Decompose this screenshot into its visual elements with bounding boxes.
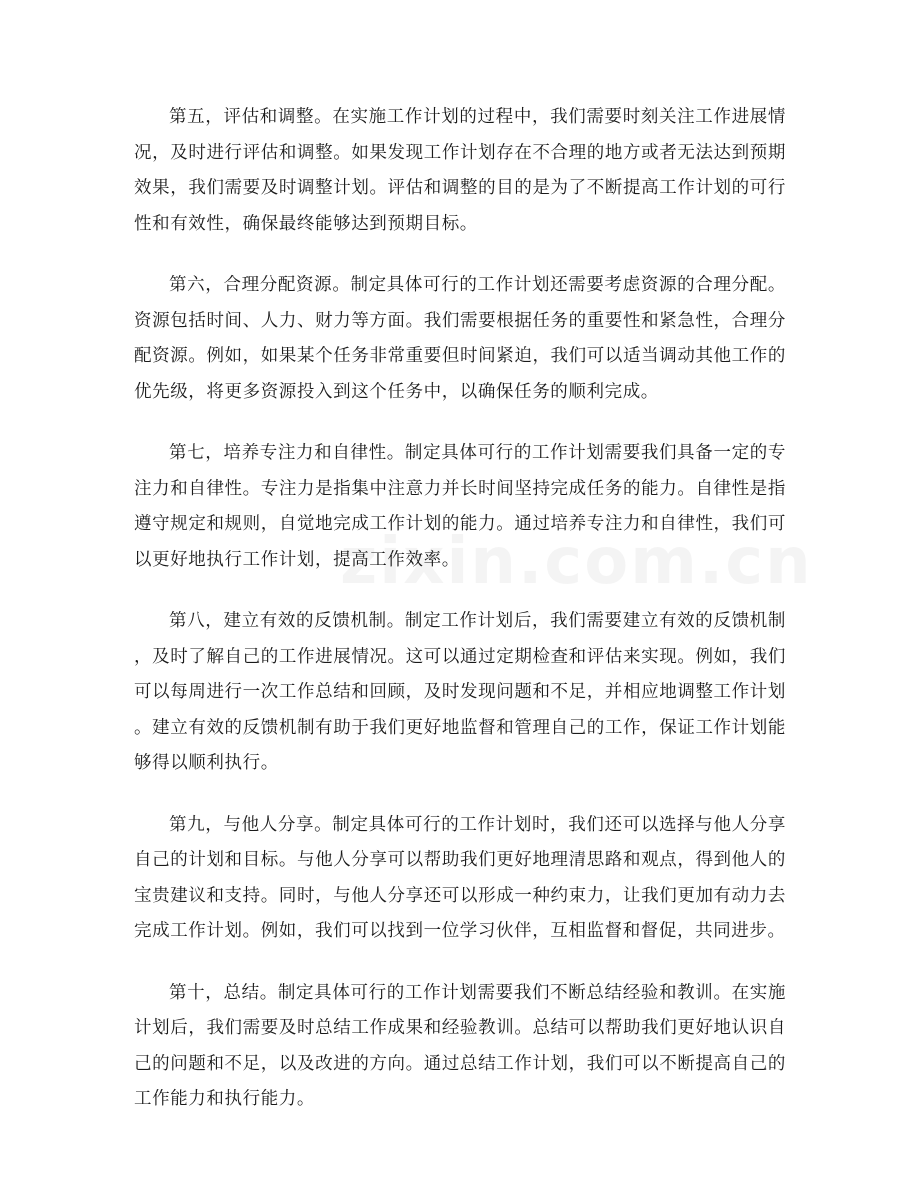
paragraph-10-summary: 第十，总结。制定具体可行的工作计划需要我们不断总结经验和教训。在实施计划后，我们需要及时总结工作成果和经验教训。总结可以帮助我们更好地认识自己的问题和不足，以及改进的方向。通过总结工作计划，我们可以不断提高自己的工作能力和执行能力。 [134,982,786,1109]
document-body [134,100,786,1144]
paragraph-8-feedback-mechanism: 第八，建立有效的反馈机制。制定工作计划后，我们需要建立有效的反馈机制，及时了解自己的工作进展情况。这可以通过定期检查和评估来实现。例如，我们可以每周进行一次工作总结和回顾，及时发现问题和不足，并相应地调整工作计划。建立有效的反馈机制有助于我们更好地监督和管理自己的工作，保证工作计划能够得以顺利执行。 [134,611,786,773]
paragraph-7-focus-discipline: 第七，培养专注力和自律性。制定具体可行的工作计划需要我们具备一定的专注力和自律性。专注力是指集中注意力并长时间坚持完成任务的能力。自律性是指遵守规定和规则，自觉地完成工作计划的能力。通过培养专注力和自律性，我们可以更好地执行工作计划，提高工作效率。 [134,443,786,570]
paragraph-5-evaluate-adjust: 第五，评估和调整。在实施工作计划的过程中，我们需要时刻关注工作进展情况，及时进行评估和调整。如果发现工作计划存在不合理的地方或者无法达到预期效果，我们需要及时调整计划。评估和调整的目的是为了不断提高工作计划的可行性和有效性，确保最终能够达到预期目标。 [134,107,786,234]
paragraph-9-share-with-others: 第九，与他人分享。制定具体可行的工作计划时，我们还可以选择与他人分享自己的计划和目标。与他人分享可以帮助我们更好地理清思路和观点，得到他人的宝贵建议和支持。同时，与他人分享还可以形成一种约束力，让我们更加有动力去完成工作计划。例如，我们可以找到一位学习伙伴，互相监督和督促，共同进步。 [134,814,786,941]
paragraph-6-allocate-resources: 第六，合理分配资源。制定具体可行的工作计划还需要考虑资源的合理分配。资源包括时间、人力、财力等方面。我们需要根据任务的重要性和紧急性，合理分配资源。例如，如果某个任务非常重要但时间紧迫，我们可以适当调动其他工作的优先级，将更多资源投入到这个任务中，以确保任务的顺利完成。 [134,275,786,402]
